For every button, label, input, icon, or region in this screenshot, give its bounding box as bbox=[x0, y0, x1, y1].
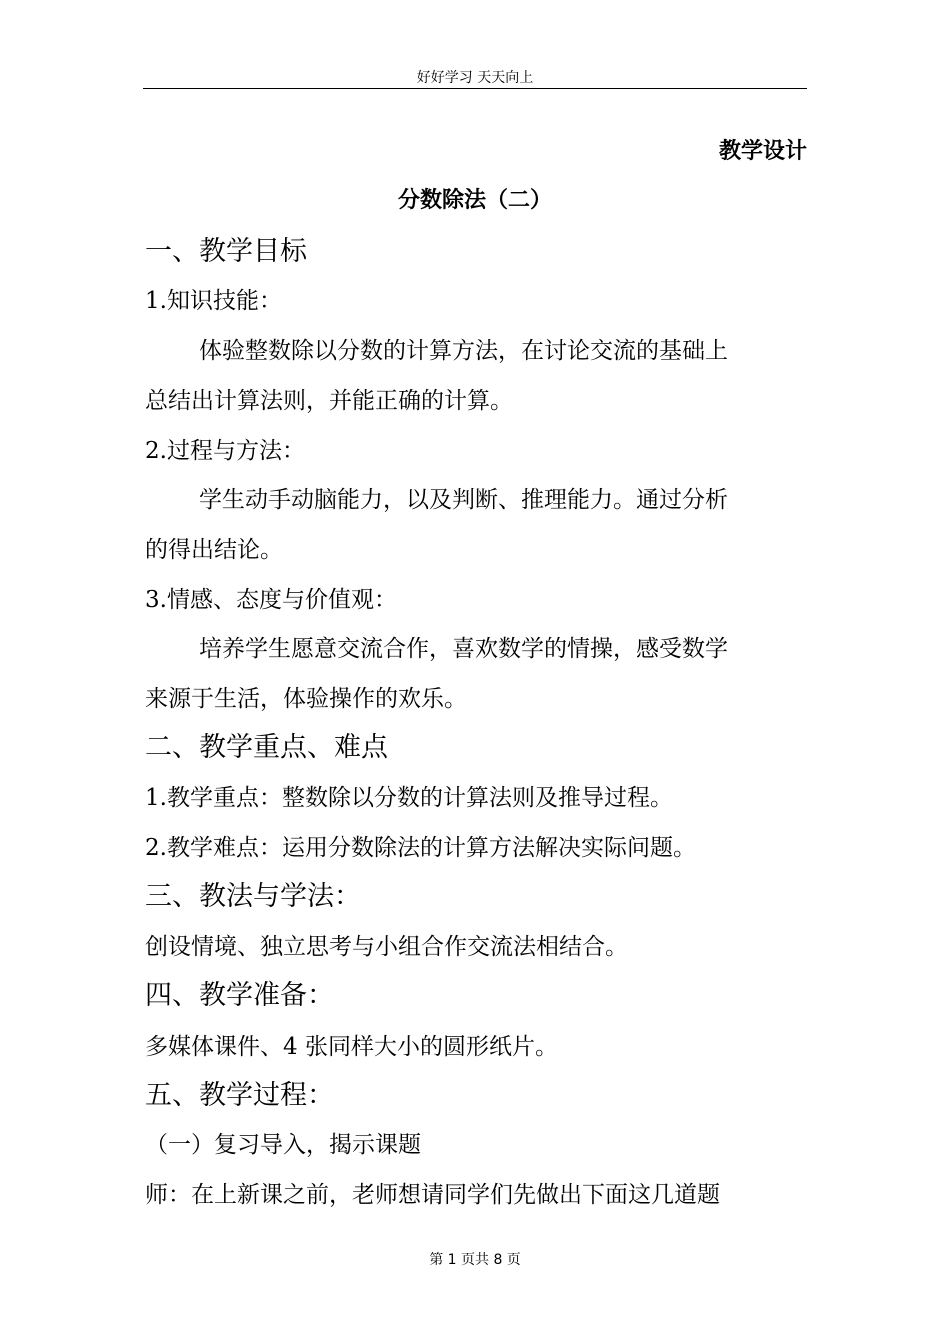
process-step-1: （一）复习导入，揭示课题 bbox=[145, 1132, 421, 1158]
header-rule bbox=[143, 88, 807, 89]
process-line-1: 师：在上新课之前，老师想请同学们先做出下面这几道题 bbox=[145, 1182, 720, 1208]
objective-knowledge-line1: 体验整数除以分数的计算方法，在讨论交流的基础上 bbox=[199, 338, 728, 364]
section-heading-methods: 三、教法与学法： bbox=[145, 881, 361, 912]
key-point-2: 2.教学难点：运用分数除法的计算方法解决实际问题。 bbox=[145, 835, 696, 861]
objective-knowledge-label: 1.知识技能： bbox=[145, 288, 282, 314]
document-title: 分数除法（二） bbox=[397, 188, 552, 213]
section-heading-key-points: 二、教学重点、难点 bbox=[145, 732, 388, 763]
objective-process-line2: 的得出结论。 bbox=[145, 537, 283, 563]
section-heading-objectives: 一、教学目标 bbox=[145, 236, 307, 267]
objective-emotion-line1: 培养学生愿意交流合作，喜欢数学的情操，感受数学 bbox=[199, 636, 728, 662]
key-point-1: 1.教学重点：整数除以分数的计算法则及推导过程。 bbox=[145, 785, 673, 811]
objective-process-line1: 学生动手动脑能力，以及判断、推理能力。通过分析 bbox=[199, 487, 728, 513]
objective-emotion-line2: 来源于生活，体验操作的欢乐。 bbox=[145, 686, 467, 712]
methods-text: 创设情境、独立思考与小组合作交流法相结合。 bbox=[145, 934, 628, 960]
objective-emotion-label: 3.情感、态度与价值观： bbox=[145, 587, 397, 613]
page-footer: 第 1 页共 8 页 bbox=[429, 1252, 521, 1268]
section-heading-process: 五、教学过程： bbox=[145, 1080, 334, 1111]
document-type: 教学设计 bbox=[718, 139, 807, 164]
objective-process-label: 2.过程与方法： bbox=[145, 438, 305, 464]
preparation-text: 多媒体课件、4 张同样大小的圆形纸片。 bbox=[145, 1034, 558, 1060]
section-heading-preparation: 四、教学准备： bbox=[145, 980, 334, 1011]
page-header: 好好学习 天天向上 bbox=[416, 70, 534, 86]
objective-knowledge-line2: 总结出计算法则，并能正确的计算。 bbox=[145, 388, 513, 414]
